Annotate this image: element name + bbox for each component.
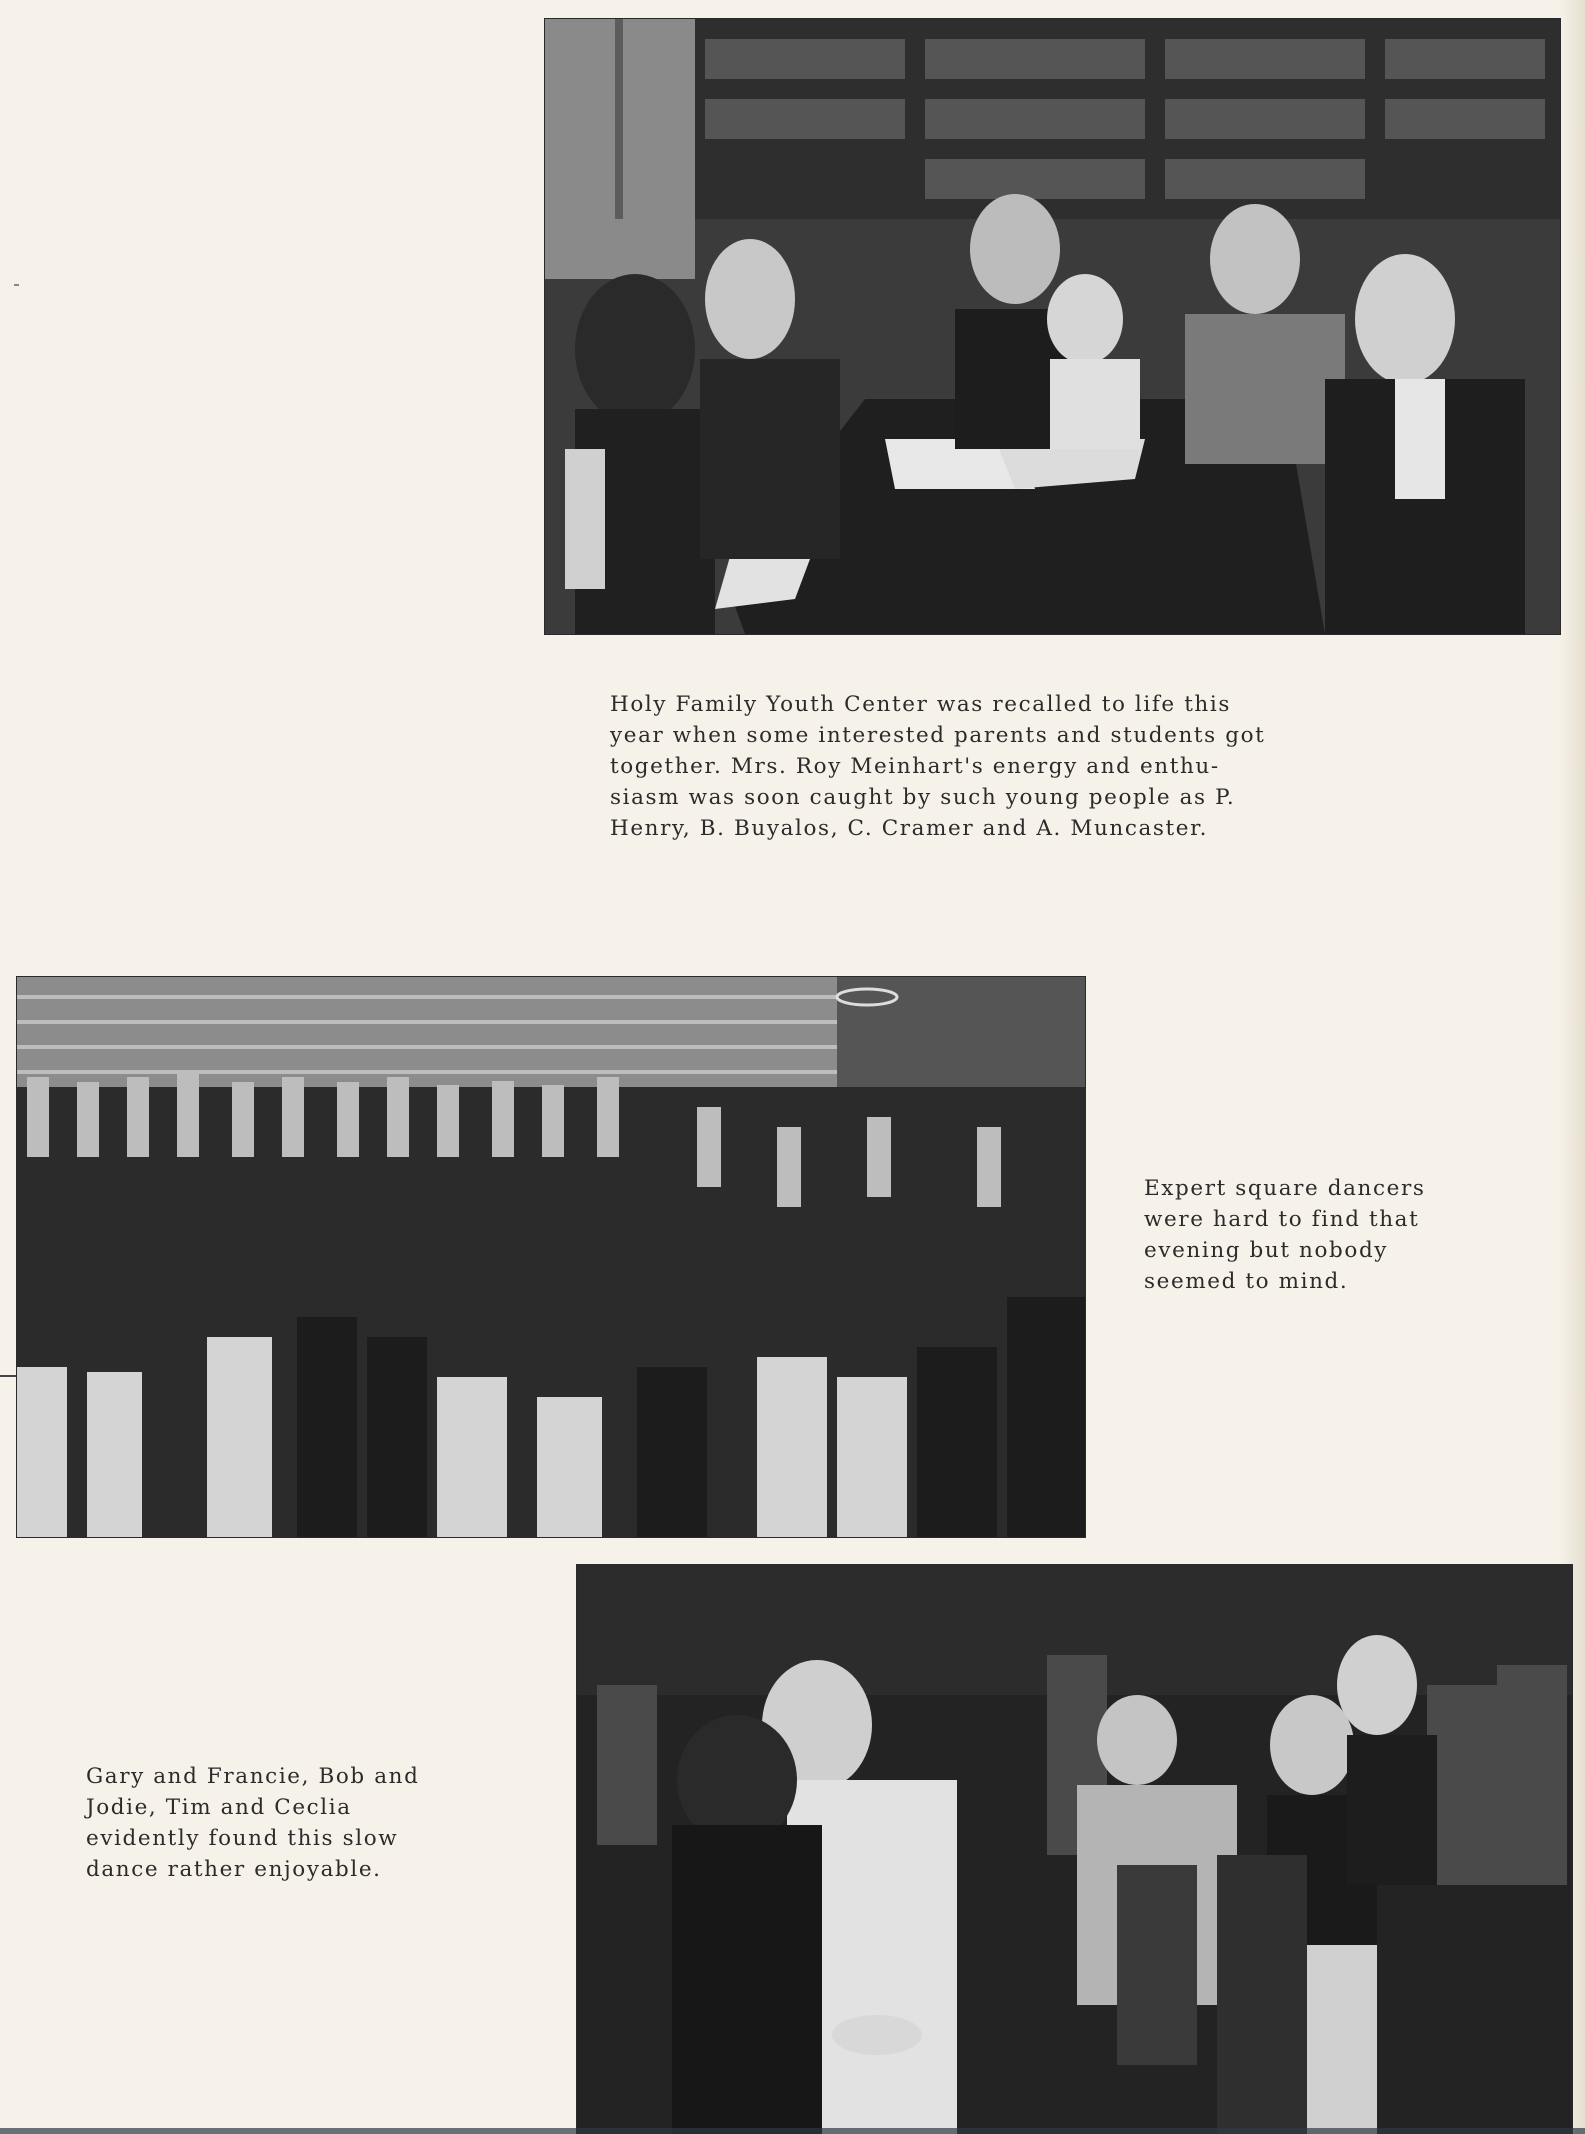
scan-speck <box>14 284 19 286</box>
meeting-photo <box>545 19 1560 634</box>
slow-dance-caption: Gary and Francie, Bob and Jodie, Tim and Ceclia evidently found this slow dance rather enjoyable. <box>86 1764 420 1882</box>
youth-center-caption: Holy Family Youth Center was recalled to life this year when some interested parents and students got together. Mrs. Roy Meinhart's energy and enthu- siasm was soon caught by such young people as P. Henry, B. Buyalos, C. Cramer and A. Muncaster. <box>610 692 1266 841</box>
meeting-photo-illustration <box>545 19 1560 634</box>
slow-dance-photo-illustration <box>577 1565 1572 2134</box>
square-dance-photo-illustration <box>17 977 1085 1537</box>
page-bottom-edge <box>0 2128 1585 2134</box>
square-dance-photo <box>17 977 1085 1537</box>
square-dancers-caption: Expert square dancers were hard to find that evening but nobody seemed to mind. <box>1144 1176 1426 1294</box>
scan-margin-mark <box>0 1375 18 1377</box>
slow-dance-photo <box>577 1565 1572 2134</box>
